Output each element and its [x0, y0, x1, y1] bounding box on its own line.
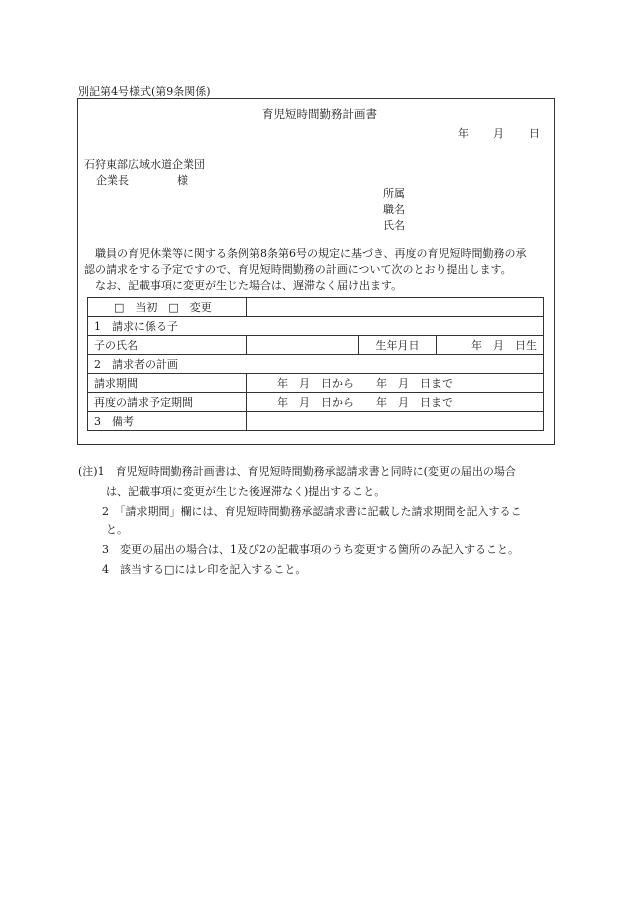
note-2-line1: 2 「請求期間」欄には、育児短時間勤務承認請求書に記載した請求期間を記入するこ: [102, 505, 522, 518]
table-row-child: [88, 336, 544, 355]
child-name-field[interactable]: [247, 336, 359, 355]
note-2-line2: と。: [106, 523, 128, 536]
birth-date-label: 生年月日: [359, 336, 437, 355]
note-1-line1: (注)1 育児短時間勤務計画書は、育児短時間勤務承認請求書と同時に(変更の届出の場合: [78, 465, 516, 478]
date-day: 日: [529, 127, 540, 140]
plan-table: [87, 297, 544, 431]
table-row-request-period: [88, 374, 544, 393]
note-4: 4 該当する□にはレ印を記入すること。: [102, 563, 307, 576]
body-text-line3: なお、記載事項に変更が生じた場合は、遅滞なく届け出ます。: [95, 279, 403, 292]
request-period-field[interactable]: 年 月 日から 年 月 日まで: [247, 374, 544, 393]
applicant-name-label: 氏名: [383, 219, 405, 232]
remarks-label: 3 備考: [88, 412, 247, 431]
section2-heading: 2 請求者の計画: [88, 355, 544, 374]
section1-heading: 1 請求に係る子: [88, 317, 544, 336]
remarks-field[interactable]: [247, 412, 544, 431]
re-request-period-label: 再度の請求予定期間: [88, 393, 247, 412]
body-text-line1: 職員の育児休業等に関する条例第8条第6号の規定に基づき、再度の育児短時間勤務の承: [95, 247, 527, 260]
child-name-label: 子の氏名: [88, 336, 247, 355]
date-year: 年: [458, 127, 469, 140]
date-month: 月: [493, 127, 504, 140]
applicant-dept-label: 所属: [383, 187, 405, 200]
body-text-line2: 認の請求をする予定ですので、育児短時間勤務の計画について次のとおり提出します。: [84, 263, 512, 276]
applicant-position-label: 職名: [383, 203, 405, 216]
addressee-org: 石狩東部広域水道企業団: [84, 158, 205, 171]
initial-change-checkboxes[interactable]: □ 当初 □ 変更: [88, 298, 247, 317]
note-3: 3 変更の届出の場合は、1及び2の記載事項のうち変更する箇所のみ記入すること。: [102, 543, 519, 556]
form-title: 育児短時間勤務計画書: [262, 107, 377, 121]
table-row-section2: [88, 355, 544, 374]
table-row-remarks: [88, 412, 544, 431]
addressee-title: 企業長: [96, 174, 129, 187]
table-row-section1: [88, 317, 544, 336]
re-request-period-field[interactable]: 年 月 日から 年 月 日まで: [247, 393, 544, 412]
initial-change-blank: [247, 298, 544, 317]
table-row-re-request-period: [88, 393, 544, 412]
form-number-label: 別記第4号様式(第9条関係): [78, 85, 211, 98]
request-period-label: 請求期間: [88, 374, 247, 393]
birth-date-field[interactable]: 年 月 日生: [437, 336, 544, 355]
table-row-initial-change: [88, 298, 544, 317]
note-1-line2: は、記載事項に変更が生じた後遅滞なく)提出すること。: [106, 485, 386, 498]
addressee-honorific: 様: [177, 174, 188, 187]
